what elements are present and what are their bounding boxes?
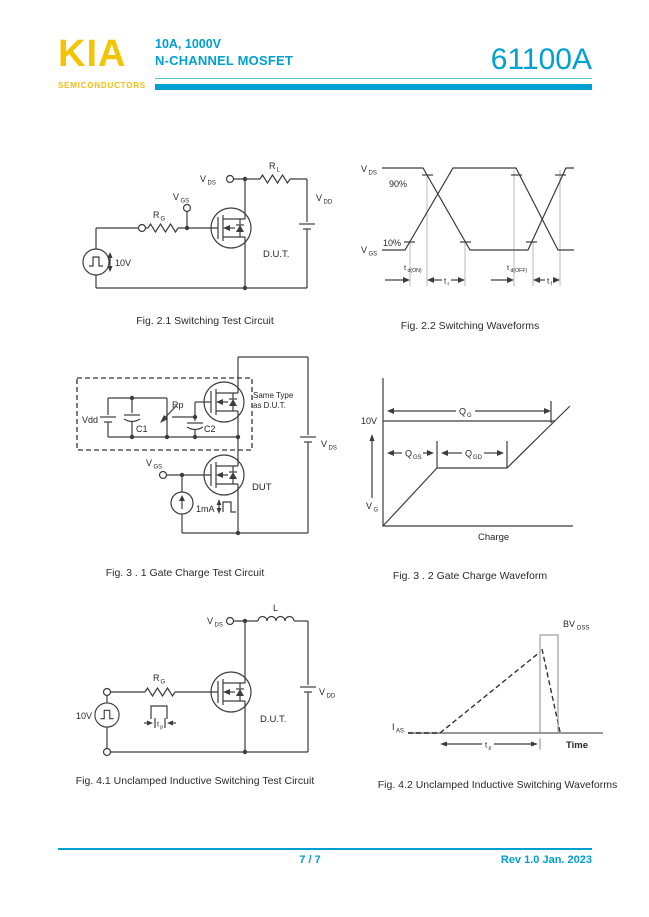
same-type-label-1: Same Type <box>253 391 294 400</box>
dut-label: DUT <box>252 482 272 493</box>
fig41-wires <box>107 617 316 755</box>
amplitude-arrow-icon <box>217 499 222 514</box>
fig-4-2-waveform <box>390 605 610 760</box>
source-terminal <box>104 749 111 756</box>
pulse-generator <box>83 249 109 275</box>
header-thick-rule <box>155 84 592 90</box>
tp-label-sub: p <box>488 745 492 752</box>
tp-label: t <box>485 740 488 750</box>
same-type-label-2: as D.U.T. <box>253 401 286 410</box>
fig-3-2-waveform <box>358 368 608 553</box>
vds-trace <box>382 168 574 250</box>
vds-terminal <box>227 618 234 625</box>
tr-label-sub: r <box>447 281 450 288</box>
qgd-label-sub: GD <box>473 455 482 461</box>
td-on-label: t <box>404 263 407 272</box>
vds-axis-label-sub: DS <box>368 170 377 177</box>
vg-axis-arrow <box>369 434 374 498</box>
header-rating: 10A, 1000V <box>155 37 222 51</box>
driver-dashed-box <box>77 378 252 450</box>
fig21-wires <box>96 177 315 290</box>
revision-label: Rev 1.0 Jan. 2023 <box>500 854 592 866</box>
part-number: 61100A <box>490 43 592 76</box>
pulse-glyph <box>223 502 236 512</box>
td-off-label: t <box>507 263 510 272</box>
resistor-rl <box>260 175 290 183</box>
ias-label-sub: AS <box>396 728 405 735</box>
header-device-type: N-CHANNEL MOSFET <box>155 53 294 68</box>
qgs-label-sub: GS <box>413 455 422 461</box>
current-source <box>171 492 193 514</box>
pulse-generator <box>95 703 119 727</box>
fig-3-2-caption: Fig. 3 . 2 Gate Charge Waveform <box>392 570 548 582</box>
vds-label-sub: DS <box>328 445 337 452</box>
fig-4-1-circuit <box>60 605 350 770</box>
vgs-terminal <box>160 472 167 479</box>
rp-label: Rp <box>172 400 184 410</box>
fig-2-2-caption: Fig. 2.2 Switching Waveforms <box>400 320 540 332</box>
c2-label: C2 <box>204 424 216 434</box>
td-on-label-sub: d(ON) <box>407 268 422 274</box>
dut-label: D.U.T. <box>263 249 290 260</box>
vdd-label: V <box>316 193 323 203</box>
gate-charge-curve <box>383 406 570 526</box>
source-voltage-label: 10V <box>115 258 132 268</box>
vds-label: V <box>200 174 207 184</box>
resistor-rg <box>148 224 178 232</box>
tp-label-sub: p <box>160 724 164 731</box>
fig-4-1-caption: Fig. 4.1 Unclamped Inductive Switching Test Circuit <box>75 775 315 787</box>
inductor-label: L <box>273 603 279 613</box>
level-ticks <box>404 175 566 242</box>
td-off-label-sub: d(OFF) <box>510 268 528 274</box>
rl-label-sub: L <box>276 167 280 174</box>
vdd-label-sub: DD <box>323 199 333 206</box>
vgs-terminal <box>184 205 191 212</box>
tp-label: t <box>157 719 160 729</box>
vds-label-sub: DS <box>207 180 216 187</box>
vg-label: V <box>366 501 373 511</box>
vds-axis-label: V <box>361 164 368 174</box>
header-thin-rule <box>155 78 592 79</box>
vdd-label: Vdd <box>82 415 99 425</box>
vds-label: V <box>207 616 214 626</box>
vds-label-sub: DS <box>214 622 223 629</box>
current-label: 1mA <box>196 504 215 514</box>
tr-label: t <box>444 276 447 286</box>
page-number: 7 / 7 <box>299 854 321 866</box>
kia-logo: KIA <box>58 33 127 75</box>
qg-label-sub: G <box>467 413 472 419</box>
gate-terminal <box>139 225 146 232</box>
logo-subtitle: SEMICONDUCTORS <box>58 81 146 90</box>
amplitude-arrow-icon <box>107 252 112 272</box>
fig-2-2-waveform <box>358 158 608 308</box>
gate-terminal <box>104 689 111 696</box>
vds-terminal <box>227 176 234 183</box>
v10-label: 10V <box>361 416 378 426</box>
footer-rule <box>58 848 592 850</box>
qg-label: Q <box>459 406 467 417</box>
current-trace-dashed <box>408 649 560 733</box>
fig-2-1-circuit <box>60 150 350 315</box>
vgs-label-sub: GS <box>180 198 190 205</box>
c1-label: C1 <box>136 424 148 434</box>
fig-4-2-caption: Fig. 4.2 Unclamped Inductive Switching Waveforms <box>377 779 618 791</box>
vds-label: V <box>321 439 328 449</box>
vdd-label: V <box>319 687 326 697</box>
time-axis-label: Time <box>566 740 589 751</box>
rg-label: R <box>153 210 160 220</box>
vgs-label: V <box>173 192 180 202</box>
pct-90-label: 90% <box>389 179 408 189</box>
bvdss-label: BV <box>563 619 576 629</box>
resistor-rg <box>145 688 175 696</box>
rg-label-sub: G <box>160 679 166 686</box>
rg-label: R <box>153 673 160 683</box>
guide-lines <box>407 170 560 286</box>
pct-10-label: 10% <box>383 238 402 248</box>
qgd-label: Q <box>465 448 473 459</box>
fig-3-1-circuit <box>60 355 350 570</box>
charge-axis-label: Charge <box>478 532 510 543</box>
vgs-axis-label-sub: GS <box>368 251 378 258</box>
tf-label-sub: f <box>550 281 552 288</box>
vgs-label-sub: GS <box>153 464 163 471</box>
vgs-label: V <box>146 458 153 468</box>
vdd-label-sub: DD <box>326 693 336 700</box>
bvdss-label-sub: DSS <box>577 625 590 632</box>
source-voltage-label: 10V <box>76 711 93 721</box>
qgs-label: Q <box>405 448 413 459</box>
tf-label: t <box>547 276 550 286</box>
vgs-trace <box>382 168 574 250</box>
ias-label: I <box>392 722 395 732</box>
vg-label-sub: G <box>373 507 379 514</box>
timing-arrows <box>385 277 560 283</box>
vgs-axis-label: V <box>361 245 368 255</box>
dut-label: D.U.T. <box>260 714 287 725</box>
fig-2-1-caption: Fig. 2.1 Switching Test Circuit <box>136 315 274 327</box>
fig-3-1-caption: Fig. 3 . 1 Gate Charge Test Circuit <box>105 567 265 579</box>
rg-label-sub: G <box>160 216 166 223</box>
rl-label: R <box>269 161 276 171</box>
